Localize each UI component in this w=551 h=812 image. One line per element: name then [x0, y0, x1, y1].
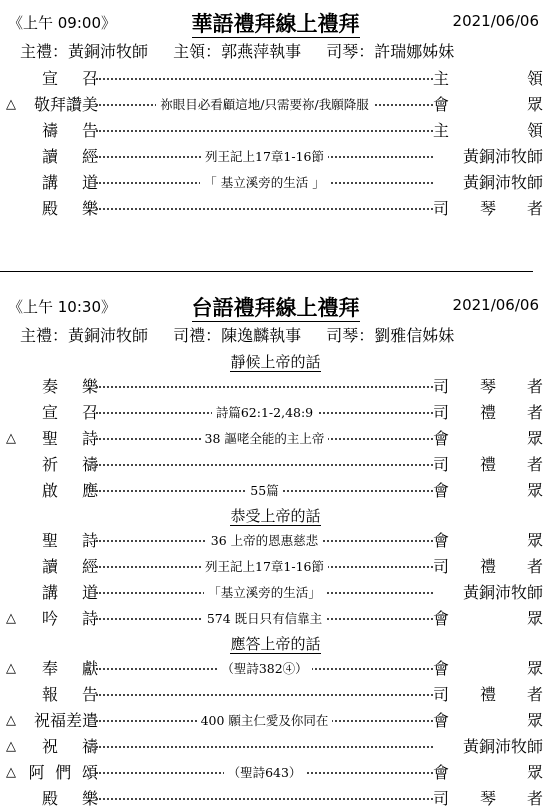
item-name [6, 170, 98, 196]
item-responsible-char: 會 [433, 95, 450, 114]
congregation-mark [6, 554, 18, 580]
item-responsible-char: 黃銅沛牧師 [462, 147, 543, 166]
item-responsible-char: 黃銅沛牧師 [462, 173, 543, 192]
service-date: 2021/06/06 [452, 296, 539, 314]
item-responsible-char: 司 [433, 557, 450, 576]
item-detail [96, 426, 433, 452]
dot-leader [96, 463, 433, 466]
congregation-mark: △ [6, 611, 16, 626]
item-detail [96, 760, 433, 786]
item-responsible-char: 會 [433, 609, 450, 628]
item-name-char: 樂 [81, 199, 98, 218]
item-responsible [433, 196, 543, 222]
item-name-char: 詩 [81, 609, 98, 628]
dot-leader [96, 385, 433, 388]
item-responsible-char: 者 [526, 557, 543, 576]
congregation-mark [6, 170, 18, 196]
service-title: 台語禮拜線上禮拜 [191, 296, 360, 320]
congregation-mark [6, 528, 18, 554]
item-detail [96, 606, 433, 632]
item-name-char: 奉 [41, 659, 58, 678]
item-name-char: 讀 [41, 557, 58, 576]
liturgy-row [0, 606, 551, 632]
item-responsible-char: 者 [526, 455, 543, 474]
congregation-mark [6, 374, 18, 400]
item-responsible [433, 734, 543, 760]
item-name-char: 報 [41, 685, 58, 704]
item-responsible [433, 760, 543, 786]
item-responsible-char: 司 [433, 789, 450, 808]
congregation-mark [6, 580, 18, 606]
item-detail-text: 詩篇62:1-2,48:9 [212, 405, 317, 420]
item-name-char: 經 [81, 557, 98, 576]
item-responsible [433, 118, 543, 144]
item-responsible-char: 會 [433, 481, 450, 500]
item-detail [96, 656, 433, 682]
staff-line [0, 38, 551, 66]
item-responsible-char: 眾 [526, 763, 543, 782]
item-name-char: 道 [81, 583, 98, 602]
section-heading-text: 恭受上帝的話 [230, 507, 321, 525]
item-name-char: 阿 [28, 763, 45, 782]
item-name-char: 祈 [41, 455, 58, 474]
item-detail [96, 580, 433, 606]
section-heading-text: 應答上帝的話 [230, 635, 321, 653]
item-name-char: 祝 [41, 737, 58, 756]
item-responsible [433, 580, 543, 606]
item-responsible [433, 66, 543, 92]
item-name-char: 經 [81, 147, 98, 166]
item-name-char: 敬拜讚美 [33, 95, 98, 114]
item-responsible-char: 眾 [526, 481, 543, 500]
item-responsible-char: 領 [526, 121, 543, 140]
item-detail [96, 554, 433, 580]
staff-line [0, 322, 551, 350]
congregation-mark [6, 786, 18, 812]
item-name-char: 殿 [41, 789, 58, 808]
staff-organist: 司琴：許瑞娜姊妹 [326, 42, 455, 61]
liturgy-row [0, 66, 551, 92]
item-responsible-char: 會 [433, 531, 450, 550]
item-responsible-char: 眾 [526, 531, 543, 550]
item-responsible [433, 786, 543, 812]
staff-presider: 主禮：黃銅沛牧師 [20, 42, 149, 61]
item-responsible-char: 者 [526, 685, 543, 704]
item-name-char: 聖 [41, 429, 58, 448]
item-name-char: 啟 [41, 481, 58, 500]
item-responsible [433, 682, 543, 708]
service-time: 《上午 10:30》 [8, 298, 116, 316]
liturgy-row [0, 374, 551, 400]
liturgy-row [0, 400, 551, 426]
liturgy-row [0, 426, 551, 452]
item-responsible-char: 者 [526, 377, 543, 396]
item-name [6, 426, 98, 452]
item-name-char: 禱 [81, 737, 98, 756]
item-detail [96, 400, 433, 426]
congregation-mark: △ [6, 739, 16, 754]
item-responsible [433, 708, 543, 734]
congregation-mark: △ [6, 661, 16, 676]
liturgy-row [0, 554, 551, 580]
item-responsible-char: 會 [433, 763, 450, 782]
congregation-mark [6, 682, 18, 708]
item-responsible [433, 170, 543, 196]
item-name-char: 們 [55, 763, 72, 782]
item-name-char: 召 [81, 403, 98, 422]
item-name-char: 祝福差遣 [33, 711, 98, 730]
item-responsible-char: 禮 [479, 403, 496, 422]
mandarin-service [0, 4, 551, 222]
liturgy-row [0, 144, 551, 170]
item-detail-text: 列王記上17章1-16節 [201, 559, 328, 574]
item-name-char: 道 [81, 173, 98, 192]
congregation-mark: △ [6, 713, 16, 728]
item-responsible [433, 606, 543, 632]
liturgy-row [0, 656, 551, 682]
item-name-char: 宣 [41, 69, 58, 88]
item-name-char: 詩 [81, 429, 98, 448]
item-responsible-char: 琴 [479, 199, 496, 218]
congregation-mark [6, 144, 18, 170]
item-responsible-char: 禮 [479, 685, 496, 704]
item-name [6, 528, 98, 554]
item-name [6, 682, 98, 708]
item-name [6, 92, 98, 118]
dot-leader [96, 207, 433, 210]
item-responsible [433, 554, 543, 580]
item-name-char: 應 [81, 481, 98, 500]
item-responsible-char: 眾 [526, 711, 543, 730]
dot-leader [96, 797, 433, 800]
service-header [0, 4, 551, 38]
item-detail-text: （聖詩382④） [217, 661, 311, 676]
item-name-char: 禱 [81, 455, 98, 474]
taiwanese-service [0, 288, 551, 812]
item-name [6, 708, 98, 734]
staff-liturgist: 司禮：陳逸麟執事 [173, 326, 302, 345]
item-name-char: 讀 [41, 147, 58, 166]
item-name [6, 452, 98, 478]
congregation-mark [6, 66, 18, 92]
item-detail [96, 92, 433, 118]
item-responsible-char: 眾 [526, 429, 543, 448]
item-name-char: 奏 [41, 377, 58, 396]
order-of-service [0, 66, 551, 222]
item-name-char: 詩 [81, 531, 98, 550]
item-responsible [433, 426, 543, 452]
item-responsible-char: 琴 [479, 789, 496, 808]
item-responsible-char: 司 [433, 377, 450, 396]
liturgy-row [0, 760, 551, 786]
item-name [6, 580, 98, 606]
item-detail-text: 祢眼目必看顧這地/只需要祢/我願降服 [156, 97, 372, 112]
section-heading [0, 504, 551, 528]
item-detail-text: 36 上帝的恩惠慈悲 [207, 533, 322, 548]
item-name [6, 786, 98, 812]
item-responsible-char: 黃銅沛牧師 [462, 737, 543, 756]
staff-leader: 主領：郭燕萍執事 [173, 42, 302, 61]
section-heading-text: 靜候上帝的話 [230, 353, 321, 371]
item-responsible-char: 領 [526, 69, 543, 88]
section-divider [0, 271, 533, 272]
liturgy-row [0, 682, 551, 708]
item-responsible-char: 會 [433, 659, 450, 678]
item-detail-text: 「 基立溪旁的生活 」 [200, 175, 328, 190]
item-responsible [433, 478, 543, 504]
item-name-char: 頌 [81, 763, 98, 782]
item-detail-text: 「基立溪旁的生活」 [204, 585, 325, 600]
congregation-mark: △ [6, 97, 16, 112]
item-name [6, 196, 98, 222]
liturgy-row [0, 478, 551, 504]
service-header [0, 288, 551, 322]
item-name [6, 478, 98, 504]
staff-organist: 司琴：劉雅信姊妹 [326, 326, 455, 345]
congregation-mark: △ [6, 765, 16, 780]
item-responsible [433, 452, 543, 478]
liturgy-row [0, 786, 551, 812]
item-name [6, 118, 98, 144]
item-name [6, 144, 98, 170]
item-responsible [433, 528, 543, 554]
liturgy-row [0, 170, 551, 196]
item-name [6, 400, 98, 426]
item-responsible-char: 會 [433, 711, 450, 730]
liturgy-row [0, 580, 551, 606]
liturgy-row [0, 118, 551, 144]
item-name [6, 554, 98, 580]
dot-leader [96, 129, 433, 132]
item-responsible [433, 92, 543, 118]
item-responsible-char: 眾 [526, 609, 543, 628]
congregation-mark [6, 118, 18, 144]
item-name-char: 吟 [41, 609, 58, 628]
item-detail [96, 144, 433, 170]
item-name-char: 獻 [81, 659, 98, 678]
item-name [6, 656, 98, 682]
liturgy-row [0, 734, 551, 760]
item-name-char: 殿 [41, 199, 58, 218]
dot-leader [96, 77, 433, 80]
item-responsible-char: 會 [433, 429, 450, 448]
item-responsible-char: 者 [526, 199, 543, 218]
section-heading [0, 350, 551, 374]
item-name-char: 樂 [81, 789, 98, 808]
item-responsible-char: 禮 [479, 557, 496, 576]
item-name-char: 告 [81, 121, 98, 140]
item-name-char: 講 [41, 173, 58, 192]
item-name [6, 374, 98, 400]
item-responsible [433, 374, 543, 400]
liturgy-row [0, 92, 551, 118]
item-name [6, 66, 98, 92]
congregation-mark [6, 478, 18, 504]
item-detail [96, 528, 433, 554]
service-time: 《上午 09:00》 [8, 14, 116, 32]
item-responsible-char: 眾 [526, 659, 543, 678]
item-detail-text: 400 願主仁愛及你同在 [197, 713, 333, 728]
item-name-char: 聖 [41, 531, 58, 550]
item-name-char: 召 [81, 69, 98, 88]
item-responsible-char: 司 [433, 403, 450, 422]
item-name [6, 606, 98, 632]
item-responsible-char: 琴 [479, 377, 496, 396]
item-name-char: 禱 [41, 121, 58, 140]
item-responsible-char: 司 [433, 685, 450, 704]
liturgy-row [0, 528, 551, 554]
item-responsible-char: 禮 [479, 455, 496, 474]
item-responsible-char: 者 [526, 403, 543, 422]
item-detail-text: 列王記上17章1-16節 [201, 149, 328, 164]
order-of-service [0, 350, 551, 812]
dot-leader [96, 693, 433, 696]
item-responsible-char: 司 [433, 199, 450, 218]
service-date: 2021/06/06 [452, 12, 539, 30]
item-detail-text: 55篇 [246, 483, 282, 498]
liturgy-row [0, 196, 551, 222]
liturgy-row [0, 452, 551, 478]
item-name-char: 樂 [81, 377, 98, 396]
congregation-mark: △ [6, 431, 16, 446]
item-responsible-char: 司 [433, 455, 450, 474]
item-responsible [433, 400, 543, 426]
item-name-char: 宣 [41, 403, 58, 422]
item-name-char: 告 [81, 685, 98, 704]
item-responsible-char: 主 [433, 69, 450, 88]
item-responsible [433, 144, 543, 170]
item-detail-text: （聖詩643） [224, 765, 306, 780]
congregation-mark [6, 400, 18, 426]
item-responsible-char: 黃銅沛牧師 [462, 583, 543, 602]
item-name [6, 734, 98, 760]
item-detail [96, 708, 433, 734]
section-heading [0, 632, 551, 656]
item-responsible-char: 者 [526, 789, 543, 808]
item-detail [96, 170, 433, 196]
item-responsible [433, 656, 543, 682]
item-detail-text: 574 既日只有信靠主 [203, 611, 326, 626]
item-detail-text: 38 謳咾全能的主上帝 [201, 431, 329, 446]
item-responsible-char: 主 [433, 121, 450, 140]
dot-leader [96, 745, 433, 748]
congregation-mark [6, 452, 18, 478]
item-responsible-char: 眾 [526, 95, 543, 114]
congregation-mark [6, 196, 18, 222]
staff-presider: 主禮：黃銅沛牧師 [20, 326, 149, 345]
item-detail [96, 478, 433, 504]
liturgy-row [0, 708, 551, 734]
item-name [6, 760, 98, 786]
service-title: 華語禮拜線上禮拜 [191, 12, 360, 36]
item-name-char: 講 [41, 583, 58, 602]
